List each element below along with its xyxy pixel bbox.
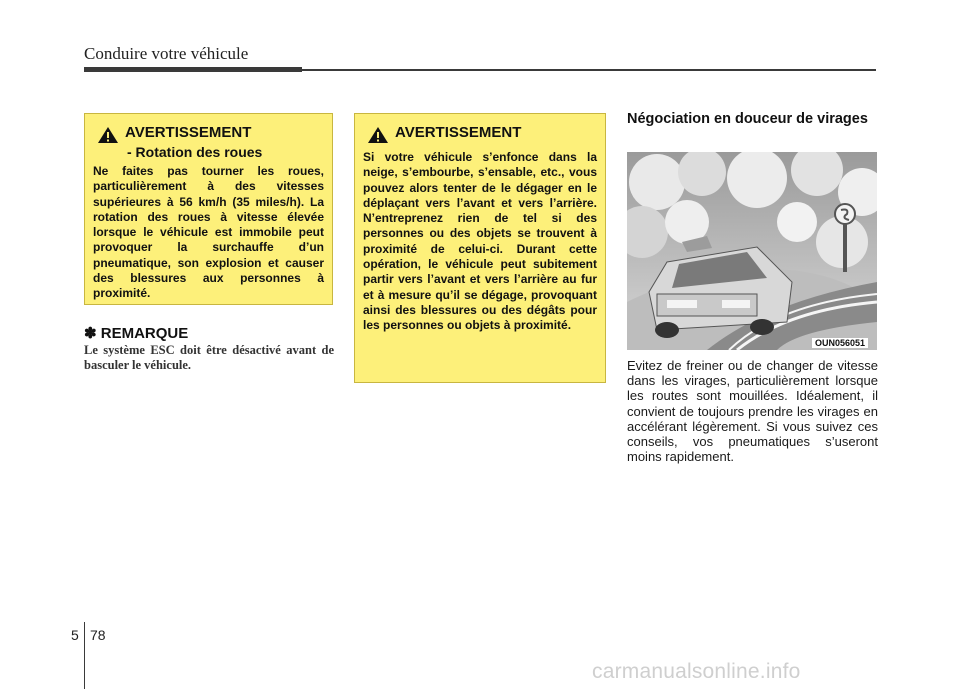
figure-code: OUN056051 xyxy=(812,338,868,348)
section-body: Evitez de freiner ou de changer de vitesse dans les virages, particulièrement lorsque les routes sont mouillées. Idéalement, il convient de toujours prendre les virages en accélérant légèrement. Si vous suivez ces conseils, vos pneumatiques s’useront moins rapidement. xyxy=(627,358,878,465)
warning-body: Si votre véhicule s’enfonce dans la neige, s’embourbe, s’ensable, etc., vous pouvez alors tenter de le dégager en le déplaçant vers l’avant et vers l’arrière. N’entreprenez rien de tel si des personnes ou des objets se trouvent à proximité de celui-ci. Durant cette opération, le véhicule peut subitement partir vers l’avant et vers l’arrière au fur et à mesure qu’il se dégage, provoquant ainsi des blessures ou des dégâts pour les personnes ou objets à proximité. xyxy=(363,150,597,333)
warning-title: AVERTISSEMENT xyxy=(395,124,522,141)
page-header-title: Conduire votre véhicule xyxy=(84,44,249,63)
warning-triangle-icon xyxy=(97,126,119,144)
page-number: 78 xyxy=(90,627,106,643)
warning-body: Ne faites pas tourner les roues, particulièrement à des vitesses supérieures à 56 km/h (35 miles/h). La rotation des roues à vitesse élevée lorsque le véhicule est immobile peut provoquer la surchauffe d’un pneumatique, son explosion et causer des blessures aux personnes à proximité. xyxy=(93,164,324,301)
section-title: Négociation en douceur de virages xyxy=(627,111,868,127)
footer-divider xyxy=(84,622,85,689)
warning-subtitle: - Rotation des roues xyxy=(127,144,263,160)
warning-title: AVERTISSEMENT xyxy=(125,124,252,141)
warning-header xyxy=(93,124,324,144)
illustration-car-curve xyxy=(627,152,877,350)
warning-triangle-icon xyxy=(367,126,389,144)
header-rule-thick xyxy=(84,67,302,72)
car-on-curve-illustration xyxy=(627,152,877,350)
warning-box-wheel-spin xyxy=(84,113,333,305)
header-rule-thin xyxy=(302,69,876,71)
page-section-number: 5 xyxy=(71,627,79,643)
remark-title: ✽ REMARQUE xyxy=(84,325,189,342)
watermark: carmanualsonline.info xyxy=(592,660,801,683)
remark-text: Le système ESC doit être désactivé avant de basculer le véhicule. xyxy=(84,343,334,372)
warning-header xyxy=(363,124,597,144)
warning-box-stuck-vehicle xyxy=(354,113,606,383)
